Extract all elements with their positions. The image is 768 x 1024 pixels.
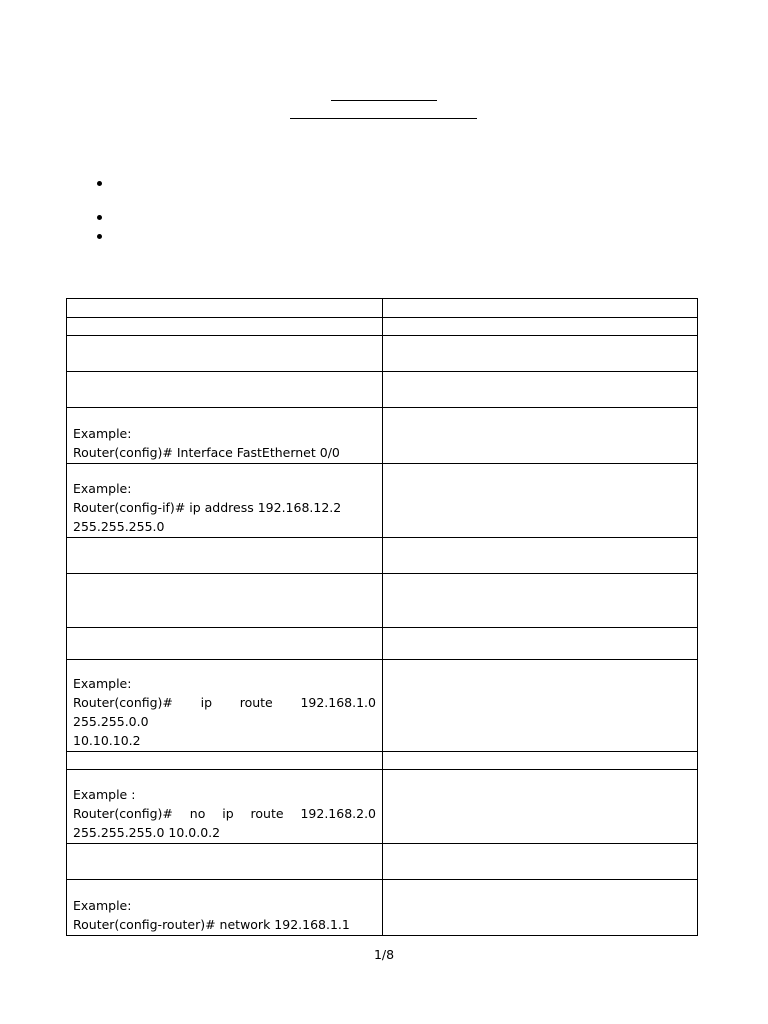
description-cell [383, 299, 698, 318]
bullet-point-icon [97, 181, 102, 186]
command-cell [67, 336, 383, 372]
command-cell [67, 628, 383, 660]
description-cell [383, 408, 698, 464]
description-cell [383, 464, 698, 538]
description-cell [383, 770, 698, 844]
subtitle-underline [290, 118, 477, 119]
command-cell [67, 844, 383, 880]
command-cell [67, 574, 383, 628]
table-row [67, 752, 698, 770]
command-text: 10.10.10.2 [73, 733, 141, 748]
example-label: Example: [73, 481, 132, 496]
description-cell [383, 574, 698, 628]
table-row [67, 464, 698, 538]
table-row [67, 770, 698, 844]
command-text: 255.255.255.0 [73, 519, 165, 534]
command-cell [67, 538, 383, 574]
bullet-point-icon [97, 215, 102, 220]
description-cell [383, 752, 698, 770]
command-cell [67, 408, 383, 464]
description-cell [383, 318, 698, 336]
table-row [67, 628, 698, 660]
command-text: Router(config-if)# ip address 192.168.12.2 [73, 500, 342, 515]
command-text: Router(config)# no ip route 192.168.2.0 [73, 806, 376, 821]
table-row [67, 372, 698, 408]
command-text: Router(config)# ip route 192.168.1.0 255.255.0.0 [73, 695, 376, 729]
example-label: Example : [73, 787, 136, 802]
table-row [67, 408, 698, 464]
description-cell [383, 336, 698, 372]
command-cell [67, 770, 383, 844]
description-cell [383, 372, 698, 408]
table-row [67, 538, 698, 574]
example-label: Example: [73, 898, 132, 913]
command-cell [67, 299, 383, 318]
command-cell [67, 464, 383, 538]
command-cell [67, 880, 383, 936]
table-row [67, 299, 698, 318]
page-number: 1/8 [373, 947, 395, 962]
command-cell [67, 752, 383, 770]
description-cell [383, 844, 698, 880]
bullet-point-icon [97, 234, 102, 239]
description-cell [383, 660, 698, 752]
description-cell [383, 538, 698, 574]
command-text: 255.255.255.0 10.0.0.2 [73, 825, 221, 840]
example-label: Example: [73, 676, 132, 691]
table-row [67, 844, 698, 880]
table-row [67, 880, 698, 936]
command-text: Router(config)# Interface FastEthernet 0/0 [73, 445, 340, 460]
command-cell [67, 372, 383, 408]
command-text: Router(config-router)# network 192.168.1.1 [73, 917, 350, 932]
example-label: Example: [73, 426, 132, 441]
command-table [66, 298, 698, 936]
table-row [67, 660, 698, 752]
description-cell [383, 628, 698, 660]
description-cell [383, 880, 698, 936]
table-row [67, 574, 698, 628]
title-underline [331, 100, 437, 101]
table-row [67, 336, 698, 372]
table-row [67, 318, 698, 336]
command-cell [67, 660, 383, 752]
command-cell [67, 318, 383, 336]
